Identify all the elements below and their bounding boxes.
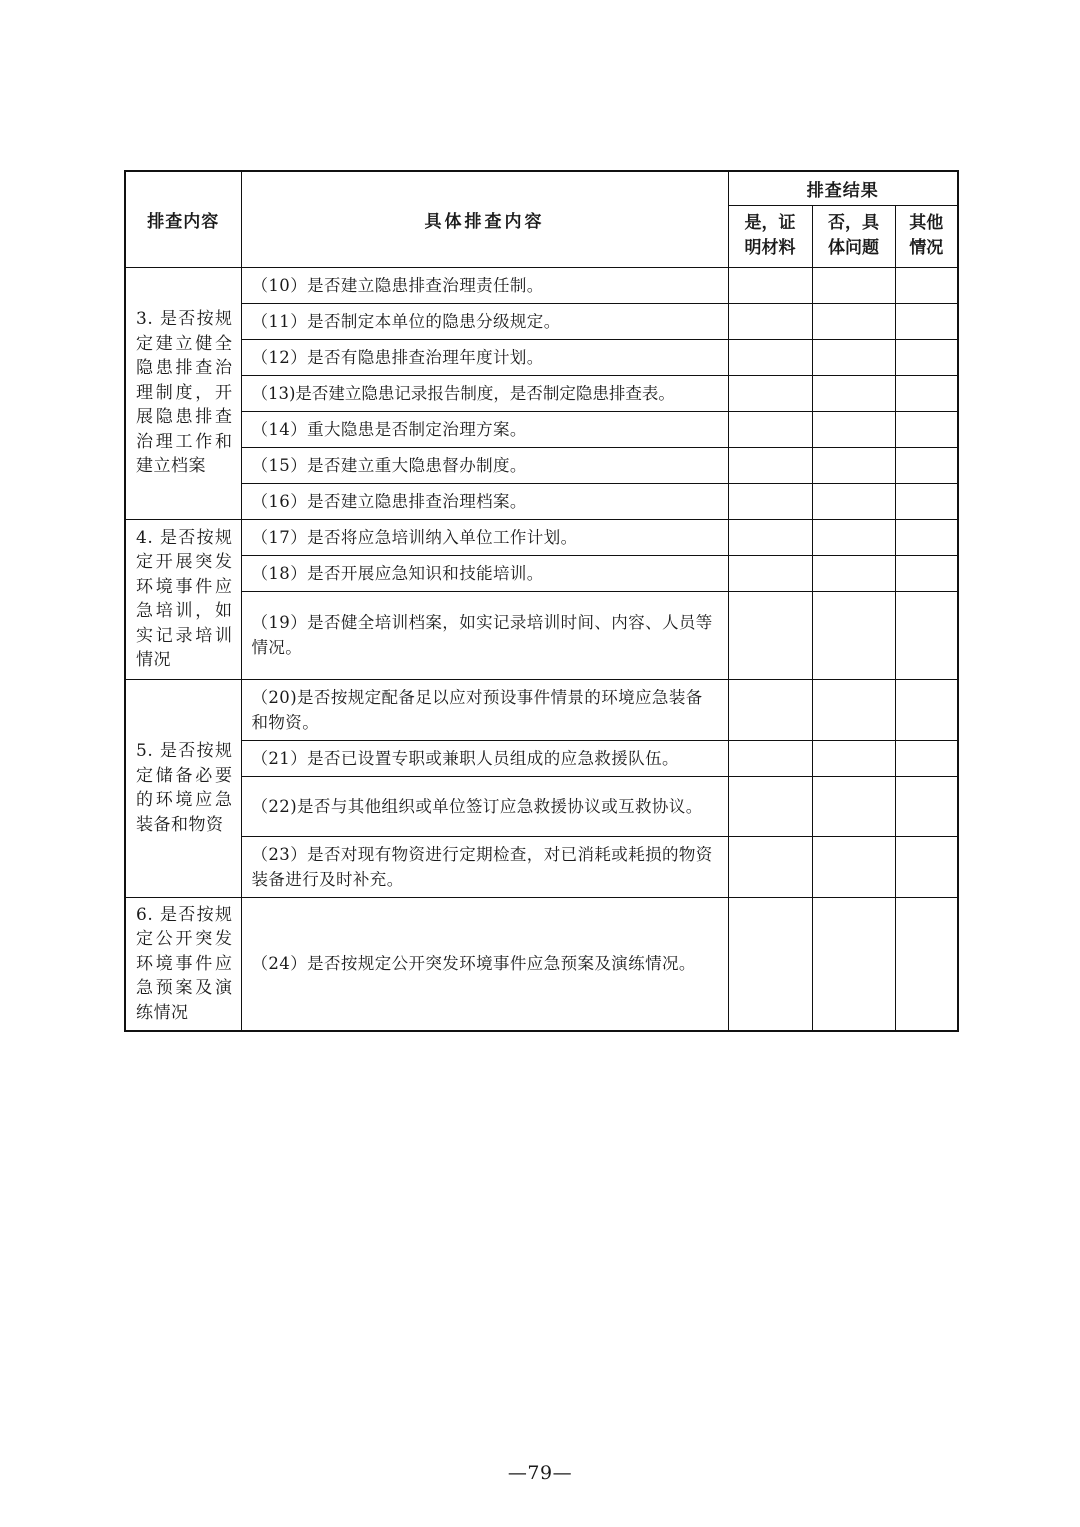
item-cell: （20)是否按规定配备足以应对预设事件情景的环境应急装备和物资。	[241, 679, 728, 740]
item-cell: （17）是否将应急培训纳入单位工作计划。	[241, 519, 728, 555]
yes-cell[interactable]	[728, 339, 812, 375]
yes-cell[interactable]	[728, 555, 812, 591]
header-yes: 是，证明材料	[728, 205, 812, 267]
item-cell: （22)是否与其他组织或单位签订应急救援协议或互救协议。	[241, 776, 728, 836]
yes-cell[interactable]	[728, 897, 812, 1031]
category-cell: 5. 是否按规定储备必要的环境应急装备和物资	[125, 679, 241, 897]
no-cell[interactable]	[812, 411, 895, 447]
table-row	[125, 267, 958, 303]
other-cell[interactable]	[895, 591, 958, 679]
yes-cell[interactable]	[728, 836, 812, 897]
table-row	[125, 519, 958, 555]
other-cell[interactable]	[895, 679, 958, 740]
item-cell: （14）重大隐患是否制定治理方案。	[241, 411, 728, 447]
yes-cell[interactable]	[728, 591, 812, 679]
other-cell[interactable]	[895, 339, 958, 375]
table-row	[125, 411, 958, 447]
header-no: 否，具体问题	[812, 205, 895, 267]
item-cell: （10）是否建立隐患排查治理责任制。	[241, 267, 728, 303]
item-cell: （21）是否已设置专职或兼职人员组成的应急救援队伍。	[241, 740, 728, 776]
other-cell[interactable]	[895, 267, 958, 303]
no-cell[interactable]	[812, 483, 895, 519]
table-row	[125, 339, 958, 375]
yes-cell[interactable]	[728, 267, 812, 303]
item-cell: （16）是否建立隐患排查治理档案。	[241, 483, 728, 519]
no-cell[interactable]	[812, 375, 895, 411]
table-row	[125, 897, 958, 1031]
other-cell[interactable]	[895, 836, 958, 897]
no-cell[interactable]	[812, 591, 895, 679]
header-other: 其他情况	[895, 205, 958, 267]
no-cell[interactable]	[812, 519, 895, 555]
other-cell[interactable]	[895, 519, 958, 555]
category-cell: 6. 是否按规定公开突发环境事件应急预案及演练情况	[125, 897, 241, 1031]
yes-cell[interactable]	[728, 447, 812, 483]
yes-cell[interactable]	[728, 679, 812, 740]
no-cell[interactable]	[812, 740, 895, 776]
item-cell: （13)是否建立隐患记录报告制度，是否制定隐患排查表。	[241, 375, 728, 411]
other-cell[interactable]	[895, 411, 958, 447]
header-category: 排查内容	[125, 171, 241, 267]
table-row	[125, 483, 958, 519]
yes-cell[interactable]	[728, 740, 812, 776]
no-cell[interactable]	[812, 267, 895, 303]
item-cell: （24）是否按规定公开突发环境事件应急预案及演练情况。	[241, 897, 728, 1031]
no-cell[interactable]	[812, 303, 895, 339]
yes-cell[interactable]	[728, 303, 812, 339]
other-cell[interactable]	[895, 776, 958, 836]
other-cell[interactable]	[895, 897, 958, 1031]
table-row	[125, 679, 958, 740]
category-cell: 4. 是否按规定开展突发环境事件应急培训，如实记录培训情况	[125, 519, 241, 679]
yes-cell[interactable]	[728, 483, 812, 519]
table-row	[125, 303, 958, 339]
other-cell[interactable]	[895, 740, 958, 776]
other-cell[interactable]	[895, 483, 958, 519]
yes-cell[interactable]	[728, 519, 812, 555]
no-cell[interactable]	[812, 447, 895, 483]
item-cell: （18）是否开展应急知识和技能培训。	[241, 555, 728, 591]
no-cell[interactable]	[812, 555, 895, 591]
table-row	[125, 836, 958, 897]
no-cell[interactable]	[812, 836, 895, 897]
item-cell: （11）是否制定本单位的隐患分级规定。	[241, 303, 728, 339]
other-cell[interactable]	[895, 447, 958, 483]
other-cell[interactable]	[895, 375, 958, 411]
table-row	[125, 776, 958, 836]
no-cell[interactable]	[812, 339, 895, 375]
header-detail: 具体排查内容	[241, 171, 728, 267]
item-cell: （23）是否对现有物资进行定期检查，对已消耗或耗损的物资装备进行及时补充。	[241, 836, 728, 897]
item-cell: （12）是否有隐患排查治理年度计划。	[241, 339, 728, 375]
category-cell: 3. 是否按规定建立健全隐患排查治理制度，开展隐患排查治理工作和建立档案	[125, 267, 241, 519]
table-row	[125, 375, 958, 411]
table-row	[125, 740, 958, 776]
item-cell: （15）是否建立重大隐患督办制度。	[241, 447, 728, 483]
header-result: 排查结果	[728, 171, 958, 205]
other-cell[interactable]	[895, 303, 958, 339]
yes-cell[interactable]	[728, 375, 812, 411]
yes-cell[interactable]	[728, 776, 812, 836]
inspection-table	[124, 170, 959, 1032]
table-row	[125, 555, 958, 591]
yes-cell[interactable]	[728, 411, 812, 447]
page-number: —79—	[507, 1462, 573, 1484]
no-cell[interactable]	[812, 679, 895, 740]
no-cell[interactable]	[812, 776, 895, 836]
item-cell: （19）是否健全培训档案，如实记录培训时间、内容、人员等情况。	[241, 591, 728, 679]
other-cell[interactable]	[895, 555, 958, 591]
no-cell[interactable]	[812, 897, 895, 1031]
table-row	[125, 591, 958, 679]
table-row	[125, 447, 958, 483]
